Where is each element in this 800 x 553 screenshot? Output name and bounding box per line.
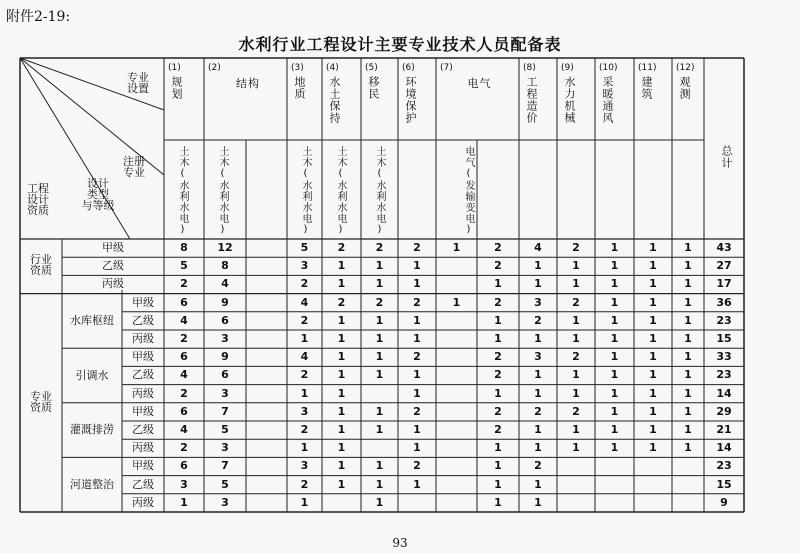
value-cell: 1 [494,313,502,327]
registered-civil-hydro: 土木(水利水电) [217,146,228,236]
value-cell: 2 [572,295,580,309]
value-cell: 1 [684,295,692,309]
value-cell: 2 [413,295,421,309]
value-cell: 2 [180,441,188,455]
value-cell: 2 [534,459,542,473]
value-cell: 1 [649,259,657,273]
specialty-number: (8) [523,63,536,73]
value-cell: 1 [684,441,692,455]
value-cell: 1 [413,386,421,400]
value-cell: 1 [180,495,188,509]
specialty-name: 观测 [678,76,691,100]
value-cell: 6 [221,368,229,382]
grade-label: 甲级 [132,295,154,309]
grade-label: 丙级 [132,386,154,400]
specialty-name: 结构 [236,77,260,90]
value-cell: 1 [684,277,692,291]
value-cell: 2 [337,241,346,254]
value-cell: 7 [221,459,229,473]
value-cell: 1 [413,477,421,491]
value-cell: 3 [300,459,309,473]
value-cell: 3 [180,477,188,491]
specialty-name: 移民 [367,76,380,100]
value-cell: 1 [610,404,619,418]
value-cell: 1 [494,495,502,509]
value-cell: 1 [572,277,580,291]
value-cell: 1 [375,404,384,418]
value-cell: 1 [375,459,384,473]
value-cell: 2 [337,295,346,309]
value-cell: 1 [534,477,542,491]
value-cell: 2 [494,295,502,309]
specialty-number: (2) [208,63,221,73]
value-cell: 4 [221,277,229,291]
specialty-number: (4) [326,63,339,73]
value-cell: 1 [337,368,346,382]
value-cell: 1 [494,477,502,491]
registered-civil-hydro: 土木(水利水电) [335,146,346,236]
value-cell: 3 [300,259,309,273]
value-cell: 1 [375,477,384,491]
value-cell: 1 [684,350,692,364]
value-cell: 6 [180,459,188,473]
value-cell: 1 [337,404,346,418]
value-cell: 1 [684,241,692,254]
value-cell: 1 [572,259,580,273]
value-cell: 2 [413,404,421,418]
value-cell: 1 [300,386,309,400]
value-cell: 1 [375,332,384,345]
value-cell: 1 [610,313,619,327]
value-cell: 1 [610,423,619,436]
value-cell: 1 [452,295,461,309]
value-cell: 1 [375,423,384,436]
value-cell: 1 [610,368,619,382]
value-cell: 1 [494,459,502,473]
value-cell: 1 [649,350,657,364]
value-cell: 2 [180,386,188,400]
value-cell: 2 [572,404,580,418]
value-cell: 2 [300,277,309,291]
value-cell: 1 [649,423,657,436]
value-cell: 6 [180,404,188,418]
value-cell: 1 [610,295,619,309]
value-cell: 1 [413,368,421,382]
value-cell: 1 [610,241,619,254]
value-cell: 21 [716,423,732,436]
value-cell: 1 [337,259,346,273]
value-cell: 1 [534,332,542,345]
value-cell: 1 [375,350,384,364]
value-cell: 1 [534,495,542,509]
value-cell: 1 [610,332,619,345]
subtype-label: 灌溉排涝 [70,423,114,437]
value-cell: 1 [684,423,692,436]
value-cell: 15 [716,477,732,491]
value-cell: 2 [375,241,384,254]
value-cell: 2 [494,241,502,254]
group-specialty-qualification: 专业 资质 [30,389,52,414]
value-cell: 1 [337,477,346,491]
specialty-name: 水土保持 [328,76,341,124]
value-cell: 1 [572,368,580,382]
value-cell: 2 [300,368,309,382]
attachment-label: 附件2-19: [6,9,71,25]
value-cell: 1 [300,495,309,509]
value-cell: 1 [337,332,346,345]
value-cell: 2 [494,404,502,418]
specialty-name: 水力机械 [563,76,576,124]
grade-label: 乙级 [132,368,154,382]
grade-label: 乙级 [132,313,154,327]
value-cell: 1 [337,313,346,327]
value-cell: 1 [684,259,692,273]
grade-label: 甲级 [132,404,154,418]
value-cell: 1 [413,277,421,291]
value-cell: 1 [413,259,421,273]
value-cell: 12 [217,241,233,254]
grade-label: 乙级 [102,259,124,273]
value-cell: 1 [375,313,384,327]
specialty-name: 电气 [467,77,492,90]
value-cell: 2 [494,368,502,382]
value-cell: 2 [300,423,309,436]
value-cell: 15 [716,332,732,345]
value-cell: 3 [534,350,542,364]
value-cell: 1 [375,495,384,509]
value-cell: 1 [337,350,346,364]
value-cell: 14 [716,386,732,400]
value-cell: 1 [684,313,692,327]
value-cell: 1 [494,277,502,291]
value-cell: 1 [649,386,657,400]
subtype-label: 引调水 [75,368,109,382]
value-cell: 27 [716,259,732,273]
value-cell: 1 [375,259,384,273]
value-cell: 1 [684,404,692,418]
header-specialty-setup: 专业 设置 [127,71,149,95]
grade-label: 甲级 [132,350,154,364]
value-cell: 1 [572,441,580,455]
value-cell: 1 [684,386,692,400]
header-qualification: 工程 设计 资质 [27,182,49,217]
grade-label: 丙级 [102,277,124,291]
total-header: 总计 [720,145,733,169]
grade-label: 丙级 [132,495,154,509]
specialty-number: (1) [168,63,181,73]
value-cell: 1 [610,350,619,364]
value-cell: 1 [572,423,580,436]
value-cell: 23 [716,313,732,327]
value-cell: 1 [649,277,657,291]
subtype-label: 水库枢纽 [70,313,114,327]
value-cell: 1 [572,386,580,400]
value-cell: 1 [337,423,346,436]
value-cell: 1 [494,332,502,345]
value-cell: 1 [452,241,461,254]
value-cell: 2 [300,477,309,491]
value-cell: 2 [413,459,421,473]
value-cell: 1 [413,441,421,455]
value-cell: 2 [413,350,421,364]
value-cell: 9 [221,350,229,364]
value-cell: 6 [221,313,229,327]
value-cell: 9 [720,495,728,509]
value-cell: 1 [684,332,692,345]
specialty-number: (6) [402,63,415,73]
specialty-number: (10) [599,63,618,73]
specialty-number: (5) [365,63,378,73]
specialty-number: (12) [676,63,695,73]
value-cell: 1 [572,313,580,327]
value-cell: 1 [337,277,346,291]
value-cell: 23 [716,368,732,382]
value-cell: 7 [221,404,229,418]
value-cell: 6 [180,295,188,309]
value-cell: 1 [337,386,346,400]
value-cell: 8 [180,241,188,254]
value-cell: 4 [300,350,309,364]
value-cell: 2 [300,313,309,327]
value-cell: 1 [413,423,421,436]
grade-label: 丙级 [132,332,154,345]
value-cell: 2 [572,241,580,254]
header-design-type-grade: 设计 类型 与等级 [81,177,115,212]
value-cell: 1 [534,386,542,400]
page-number: 93 [392,536,408,550]
value-cell: 1 [337,459,346,473]
specialty-name: 工程造价 [525,76,538,124]
value-cell: 1 [572,332,580,345]
registered-civil-hydro: 土木(水利水电) [177,146,188,236]
value-cell: 1 [534,368,542,382]
value-cell: 23 [716,459,732,473]
value-cell: 29 [716,404,732,418]
value-cell: 1 [534,441,542,455]
table-title: 水利行业工程设计主要专业技术人员配备表 [238,35,562,54]
value-cell: 9 [221,295,229,309]
value-cell: 2 [375,295,384,309]
specialty-name: 建筑 [640,76,653,100]
grade-label: 乙级 [132,477,154,491]
grade-label: 乙级 [132,423,154,436]
registered-civil-hydro: 土木(水利水电) [374,146,385,236]
value-cell: 3 [221,495,229,509]
value-cell: 5 [300,241,309,254]
grade-label: 甲级 [102,241,124,254]
value-cell: 1 [413,332,421,345]
value-cell: 3 [221,386,229,400]
value-cell: 17 [716,277,732,291]
specialty-name: 采暖通风 [601,76,614,124]
value-cell: 2 [494,423,502,436]
value-cell: 5 [221,423,229,436]
value-cell: 1 [494,386,502,400]
value-cell: 1 [610,386,619,400]
subtype-label: 河道整治 [70,477,114,491]
value-cell: 4 [180,313,188,327]
value-cell: 1 [649,241,657,254]
value-cell: 8 [221,259,229,273]
value-cell: 1 [337,441,346,455]
value-cell: 1 [300,441,309,455]
value-cell: 1 [649,368,657,382]
grade-label: 甲级 [132,459,154,473]
value-cell: 5 [180,259,188,273]
value-cell: 3 [221,332,229,345]
registered-civil-hydro: 土木(水利水电) [300,146,311,236]
specialty-number: (3) [291,63,304,73]
value-cell: 1 [534,259,542,273]
value-cell: 2 [534,313,542,327]
value-cell: 1 [649,332,657,345]
specialty-name: 环境保护 [404,76,417,124]
value-cell: 43 [716,241,732,254]
value-cell: 3 [221,441,229,455]
value-cell: 1 [375,277,384,291]
group-industry-qualification: 行业 资质 [30,253,52,278]
value-cell: 1 [534,277,542,291]
registered-elec-power: 电气(发输变电) [463,146,474,236]
value-cell: 1 [610,277,619,291]
specialty-number: (7) [440,63,453,73]
value-cell: 36 [716,295,732,309]
value-cell: 4 [180,368,188,382]
specialty-number: (9) [561,63,574,73]
value-cell: 1 [610,441,619,455]
header-registered-specialty: 注册 专业 [123,155,145,179]
value-cell: 1 [534,423,542,436]
specialty-number: (11) [638,63,657,73]
value-cell: 1 [300,332,309,345]
value-cell: 5 [221,477,229,491]
value-cell: 1 [413,313,421,327]
value-cell: 2 [180,277,188,291]
value-cell: 2 [413,241,421,254]
value-cell: 2 [534,404,542,418]
value-cell: 14 [716,441,732,455]
value-cell: 2 [180,332,188,345]
value-cell: 4 [300,295,309,309]
value-cell: 1 [610,259,619,273]
value-cell: 1 [494,441,502,455]
grade-label: 丙级 [132,441,154,455]
value-cell: 1 [649,313,657,327]
value-cell: 2 [494,259,502,273]
value-cell: 1 [684,368,692,382]
value-cell: 1 [649,441,657,455]
value-cell: 2 [494,350,502,364]
value-cell: 33 [716,350,732,364]
value-cell: 4 [180,423,188,436]
value-cell: 1 [649,404,657,418]
specialty-name: 地质 [293,76,306,100]
value-cell: 6 [180,350,188,364]
value-cell: 3 [300,404,309,418]
specialty-name: 规划 [170,76,183,100]
value-cell: 1 [375,368,384,382]
value-cell: 1 [649,295,657,309]
value-cell: 2 [572,350,580,364]
value-cell: 4 [534,241,542,254]
value-cell: 3 [534,295,542,309]
